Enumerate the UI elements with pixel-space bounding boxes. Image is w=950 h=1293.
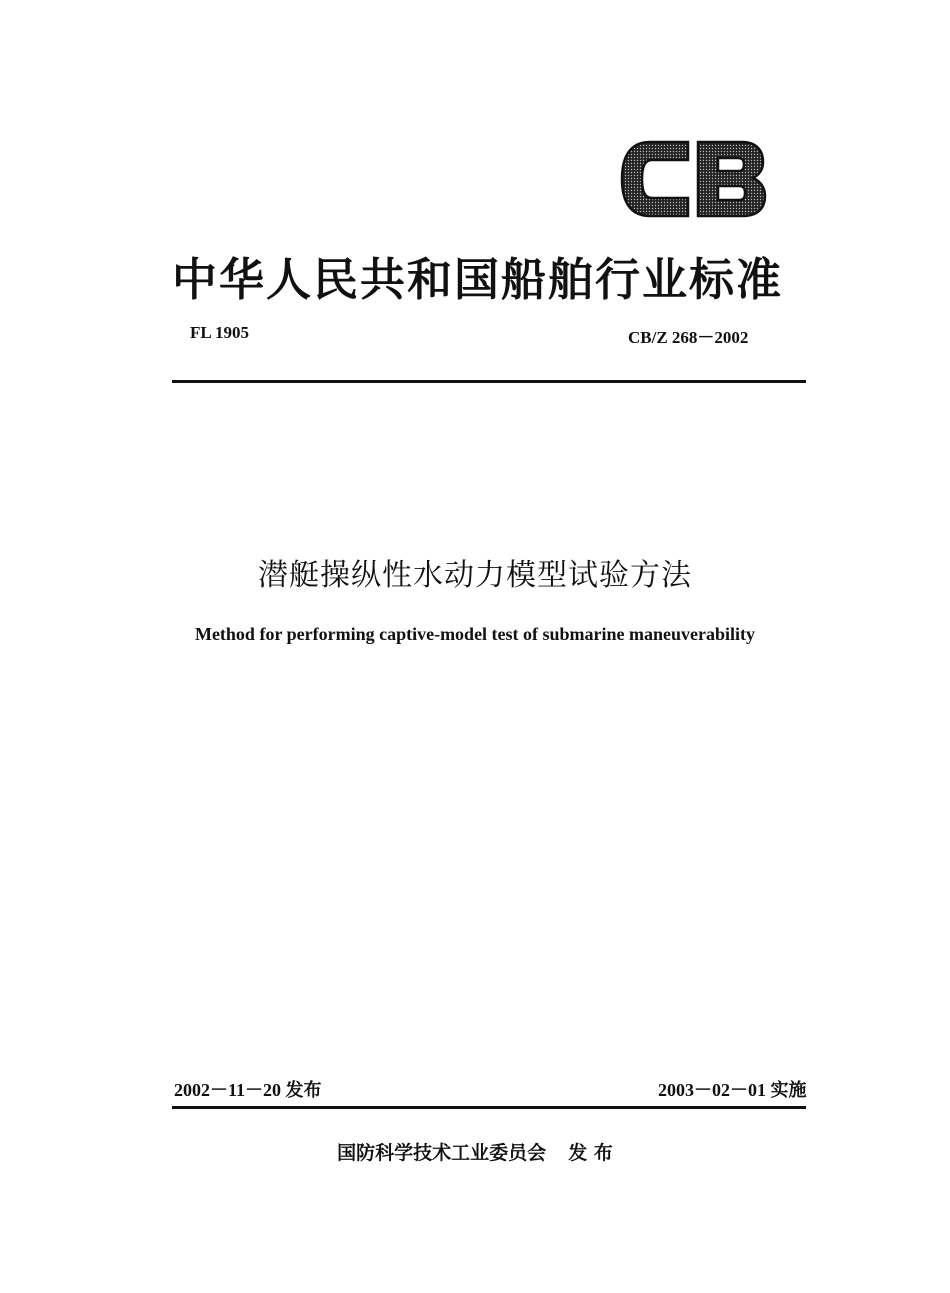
- issue-date: 2002－11－20 发布: [174, 1080, 322, 1100]
- publisher-action: 发 布: [568, 1142, 613, 1164]
- footer-divider: [172, 1106, 806, 1109]
- classification-code: FL 1905: [190, 323, 250, 342]
- document-title-english: Method for performing captive-model test of submarine maneuverability: [194, 624, 756, 644]
- publisher-name: 国防科学技术工业委员会: [337, 1142, 547, 1164]
- implementation-date: 2003－02－01 实施: [658, 1080, 807, 1100]
- standard-type-heading: 中华人民共和国船舶行业标准: [172, 253, 784, 306]
- publisher-line: [0, 1138, 950, 1165]
- document-title-chinese: 潜艇操纵性水动力模型试验方法: [258, 558, 692, 593]
- header-divider: [172, 380, 806, 383]
- cb-logo: [618, 138, 768, 220]
- cb-logo-graphic: [618, 138, 768, 220]
- standard-number: CB/Z 268－2002: [628, 328, 749, 347]
